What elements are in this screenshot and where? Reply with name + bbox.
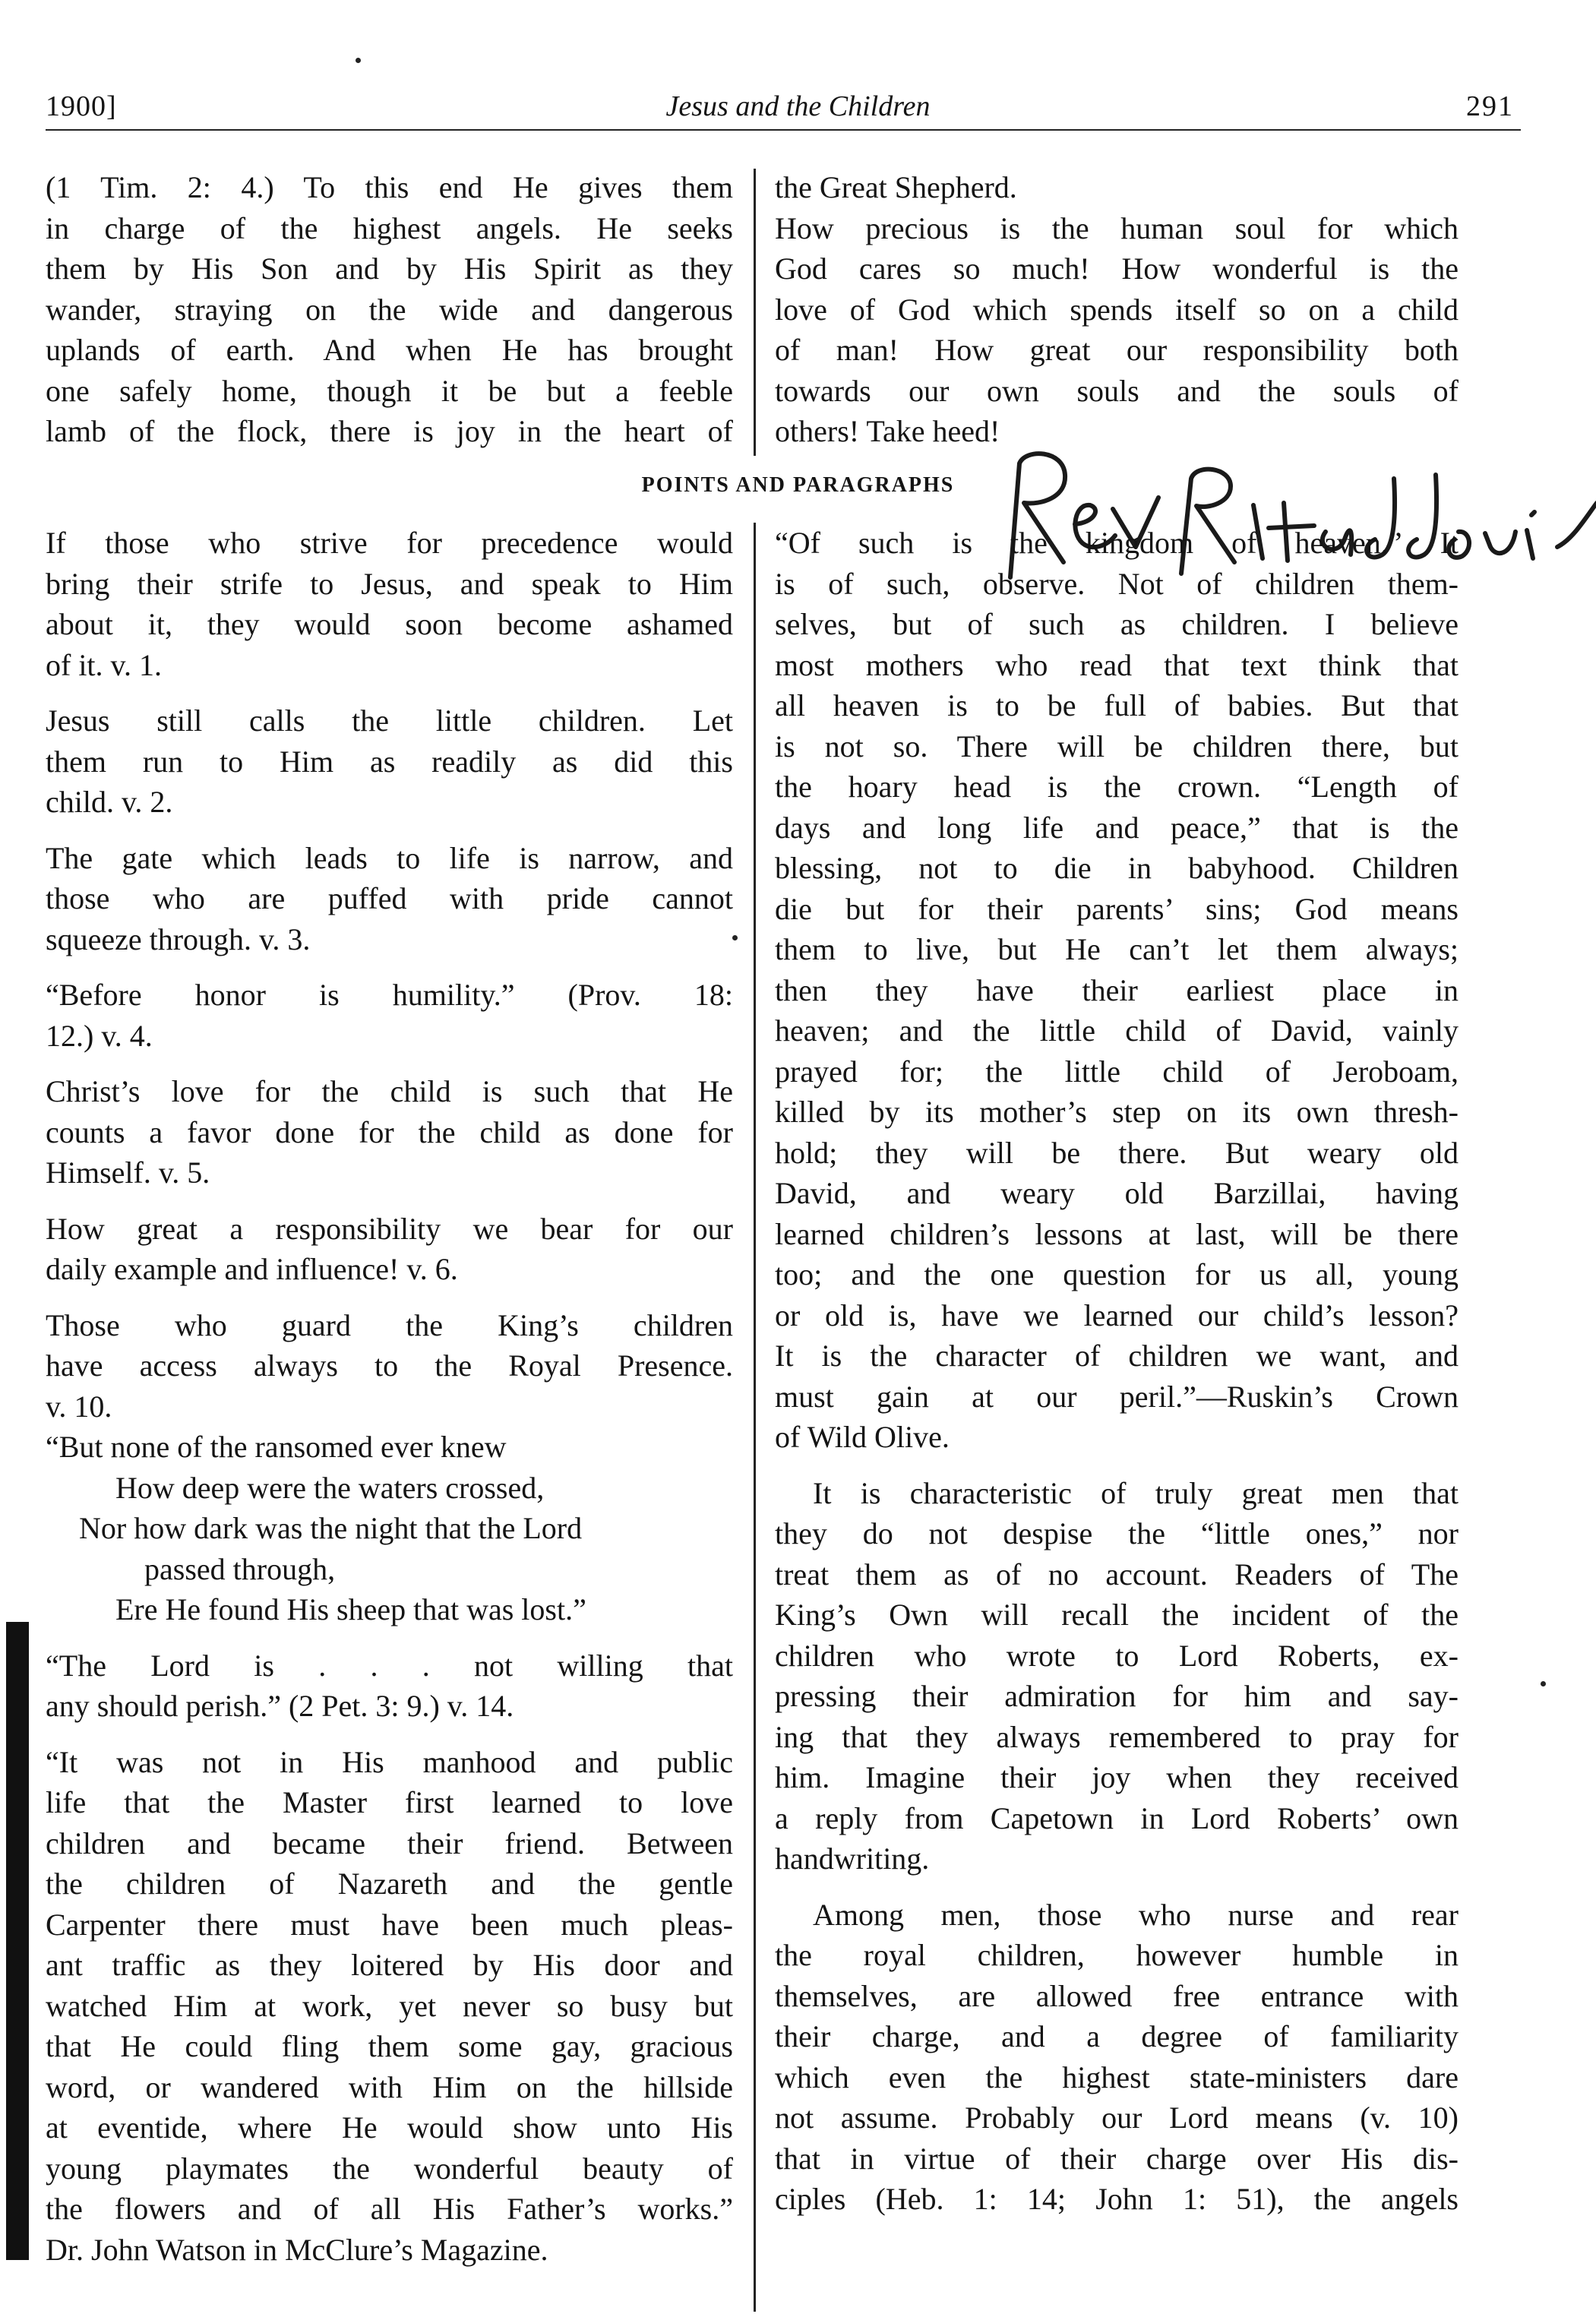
top-left-column xyxy=(46,167,733,452)
header-rule xyxy=(46,129,1521,131)
paragraph-line: is of such, observe. Not of children them- xyxy=(775,566,1459,601)
poem-line: passed through, xyxy=(144,1551,336,1586)
paragraph-line: of Wild Olive. xyxy=(775,1420,950,1454)
scan-speck xyxy=(356,58,361,63)
paragraph-line: v. 10. xyxy=(46,1389,112,1424)
top-right-line: love of God which spends itself so on a child xyxy=(775,292,1459,327)
paragraph-line: they do not despise the “little ones,” nor xyxy=(775,1516,1459,1550)
paragraph-line: David, and weary old Barzillai, having xyxy=(775,1176,1459,1210)
paragraph-line: themselves, are allowed free entrance with xyxy=(775,1978,1459,2013)
paragraph-line: It is characteristic of truly great men that xyxy=(813,1475,1459,1510)
paragraph-line: handwriting. xyxy=(775,1841,930,1876)
paragraph-line: counts a favor done for the child as done for xyxy=(46,1114,733,1149)
header-year: 1900] xyxy=(46,90,117,122)
paragraph-line: It is the character of children we want, and xyxy=(775,1339,1459,1373)
paragraph-line: young playmates the wonderful beauty of xyxy=(46,2151,733,2186)
paragraph-line: not assume. Probably our Lord means (v. 10) xyxy=(775,2100,1459,2135)
paragraph-line: pressing their admiration for him and say- xyxy=(775,1679,1459,1713)
paragraph-line: How great a responsibility we bear for our xyxy=(46,1211,733,1246)
poem-quote xyxy=(46,1427,733,1630)
paragraph-line: too; and the one question for us all, young xyxy=(775,1257,1459,1291)
paragraph-line: that He could fling them some gay, gracious xyxy=(46,2029,733,2063)
paragraph-line: bring their strife to Jesus, and speak to Him xyxy=(46,566,733,601)
paragraph-line: Jesus still calls the little children. Let xyxy=(46,703,733,738)
paragraph-line: their charge, and a degree of familiarity xyxy=(775,2019,1459,2053)
paragraph-line: all heaven is to be full of babies. But that xyxy=(775,688,1459,722)
paragraph-line: Christ’s love for the child is such that He xyxy=(46,1074,733,1108)
paragraph-line: the flowers and of all His Father’s works.” xyxy=(46,2192,733,2226)
paragraph-line: the children of Nazareth and the gentle xyxy=(46,1867,733,1901)
paragraph-line: have access always to the Royal Presence. xyxy=(46,1348,733,1383)
paragraph-line: at eventide, where He would show unto His xyxy=(46,2110,733,2145)
paragraph-line: him. Imagine their joy when they received xyxy=(775,1760,1459,1794)
paragraph-line: daily example and influence! v. 6. xyxy=(46,1252,458,1286)
paragraph-line: heaven; and the little child of David, vainly xyxy=(775,1013,1459,1048)
paragraph-line: most mothers who read that text think that xyxy=(775,647,1459,682)
paragraph-line: ing that they always remembered to pray for xyxy=(775,1719,1459,1754)
paragraph-line: the hoary head is the crown. “Length of xyxy=(775,770,1459,804)
paragraph-line: “Before honor is humility.” (Prov. 18: xyxy=(46,978,733,1012)
top-left-line: one safely home, though it be but a feeble xyxy=(46,373,733,408)
top-left-line: in charge of the highest angels. He seeks xyxy=(46,210,733,245)
paragraph-line: hold; they will be there. But weary old xyxy=(775,1135,1459,1170)
paragraph-line: ant traffic as they loitered by His door and xyxy=(46,1948,733,1982)
paragraph-line: the royal children, however humble in xyxy=(775,1938,1459,1972)
paragraph-line: Himself. v. 5. xyxy=(46,1155,210,1190)
scan-margin-bar xyxy=(6,1622,29,2260)
top-left-line: them by His Son and by His Spirit as they xyxy=(46,251,733,286)
paragraph-line: prayed for; the little child of Jeroboam, xyxy=(775,1054,1459,1089)
poem-line: Ere He found His sheep that was lost.” xyxy=(115,1592,586,1626)
paragraph-line: them run to Him as readily as did this xyxy=(46,744,733,779)
paragraph-line: about it, they would soon become ashamed xyxy=(46,607,733,641)
paragraph-line: then they have their earliest place in xyxy=(775,972,1459,1007)
paragraph-line: child. v. 2. xyxy=(46,785,173,819)
paragraph-line: days and long life and peace,” that is the xyxy=(775,810,1459,845)
top-right-line: How precious is the human soul for which xyxy=(775,210,1459,245)
paragraph-line: “The Lord is . . . not willing that xyxy=(46,1648,733,1683)
right-column xyxy=(775,523,1459,2220)
paragraph-line: learned children’s lessons at last, will be there xyxy=(775,1216,1459,1251)
paragraph-line: Dr. John Watson in McClure’s Magazine. xyxy=(46,2232,548,2267)
paragraph-line: Those who guard the King’s children xyxy=(46,1307,733,1342)
paragraph-line: word, or wandered with Him on the hillside xyxy=(46,2069,733,2104)
paragraph-line: of it. v. 1. xyxy=(46,647,162,682)
paragraph-line: selves, but of such as children. I believe xyxy=(775,607,1459,641)
scan-speck xyxy=(1541,1681,1546,1686)
paragraph-line: “Of such is the kingdom of heaven.” It xyxy=(775,526,1459,560)
running-title: Jesus and the Children xyxy=(665,90,931,122)
paragraph-line: If those who strive for precedence would xyxy=(46,526,733,560)
scan-speck xyxy=(732,935,738,940)
paragraph-line: them to live, but He can’t let them always; xyxy=(775,932,1459,966)
paragraph-line: children and became their friend. Between xyxy=(46,1825,733,1860)
top-right-column xyxy=(775,167,1459,452)
top-right-line: God cares so much! How wonderful is the xyxy=(775,251,1459,286)
top-right-line: of man! How great our responsibility both xyxy=(775,333,1459,367)
top-right-line: others! Take heed! xyxy=(775,414,1000,448)
paragraph-line: The gate which leads to life is narrow, and xyxy=(46,840,733,875)
paragraph-line: must gain at our peril.”—Ruskin’s Crown xyxy=(775,1379,1459,1414)
paragraph-line: that in virtue of their charge over His dis- xyxy=(775,2141,1459,2176)
paragraph-line: squeeze through. v. 3. xyxy=(46,921,311,956)
poem-line: Nor how dark was the night that the Lord xyxy=(79,1511,583,1545)
paragraph-line: or old is, have we learned our child’s lesson? xyxy=(775,1298,1459,1332)
column-divider-top xyxy=(754,169,756,456)
top-left-line: lamb of the flock, there is joy in the heart of xyxy=(46,414,733,448)
paragraph-line: Among men, those who nurse and rear xyxy=(813,1897,1459,1932)
top-right-line: towards our own souls and the souls of xyxy=(775,373,1459,408)
paragraph-line: which even the highest state-ministers dare xyxy=(775,2059,1459,2094)
paragraph-line: any should perish.” (2 Pet. 3: 9.) v. 14. xyxy=(46,1689,514,1723)
column-divider-bottom xyxy=(754,523,756,2312)
paragraph-line: watched Him at work, yet never so busy but xyxy=(46,1988,733,2023)
paragraph-line: children who wrote to Lord Roberts, ex- xyxy=(775,1638,1459,1673)
paragraph-line: killed by its mother’s step on its own thresh- xyxy=(775,1095,1459,1129)
paragraph-line: treat them as of no account. Readers of The xyxy=(775,1557,1459,1592)
page-number: 291 xyxy=(1466,90,1514,122)
paragraph-line: ciples (Heb. 1: 14; John 1: 51), the angels xyxy=(775,2182,1459,2216)
top-left-line: (1 Tim. 2: 4.) To this end He gives them xyxy=(46,170,733,204)
paragraph-line: those who are puffed with pride cannot xyxy=(46,881,733,915)
section-heading: POINTS AND PARAGRAPHS xyxy=(641,473,955,497)
paragraph-line: die but for their parents’ sins; God means xyxy=(775,891,1459,926)
top-left-line: wander, straying on the wide and dangerous xyxy=(46,292,733,327)
paragraph-line: King’s Own will recall the incident of the xyxy=(775,1598,1459,1632)
paragraph-line: a reply from Capetown in Lord Roberts’ own xyxy=(775,1800,1459,1835)
paragraph-line: “It was not in His manhood and public xyxy=(46,1744,733,1779)
poem-line: “But none of the ransomed ever knew xyxy=(46,1430,507,1464)
top-right-line: the Great Shepherd. xyxy=(775,170,1017,204)
poem-line: How deep were the waters crossed, xyxy=(115,1470,545,1505)
paragraph-line: Carpenter there must have been much pleas- xyxy=(46,1907,733,1942)
left-column xyxy=(46,523,733,2270)
paragraph-line: is not so. There will be children there, but xyxy=(775,729,1459,763)
paragraph-line: blessing, not to die in babyhood. Children xyxy=(775,851,1459,885)
paragraph-line: 12.) v. 4. xyxy=(46,1018,153,1053)
paragraph-line: life that the Master first learned to love xyxy=(46,1785,733,1819)
top-left-line: uplands of earth. And when He has brought xyxy=(46,333,733,367)
